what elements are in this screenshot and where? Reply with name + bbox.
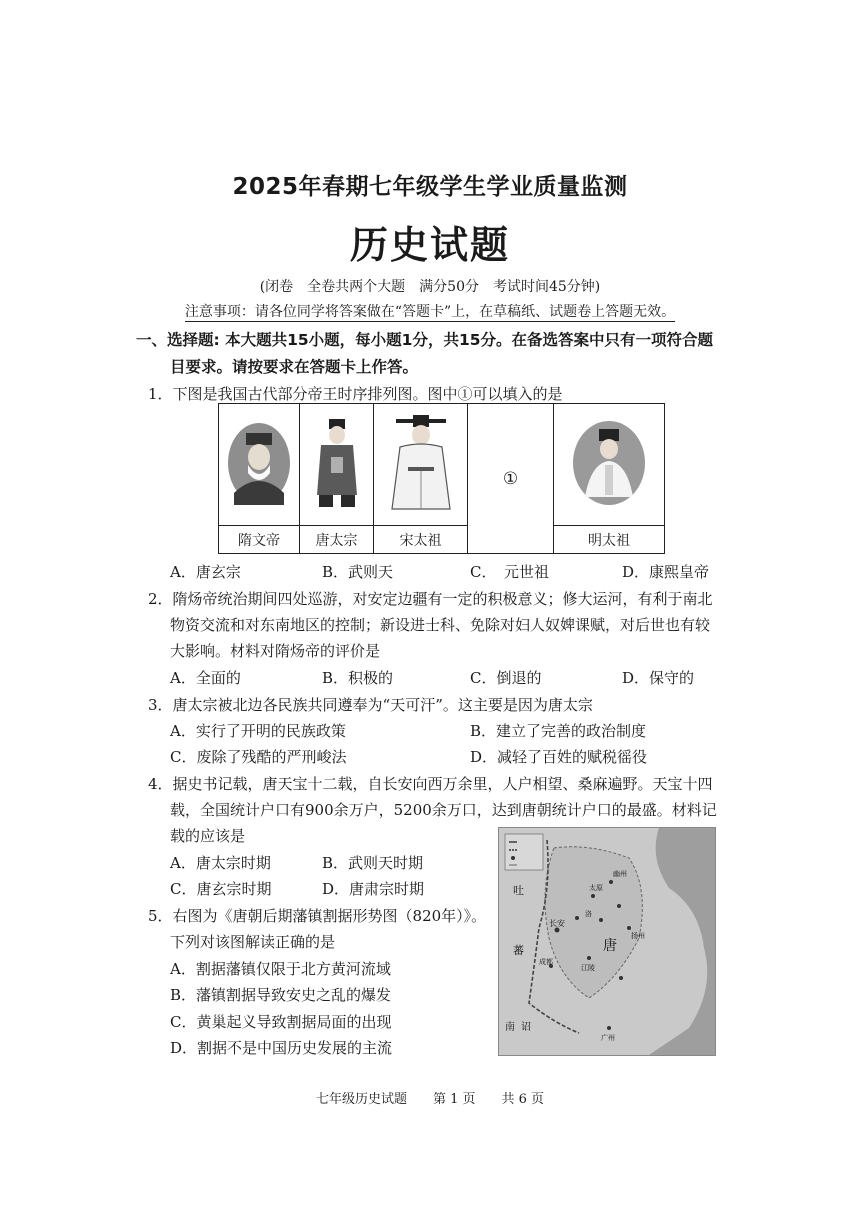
page-footer: 七年级历史试题 第 1 页 共 6 页 xyxy=(315,1092,545,1107)
q1-option-b: B．武则天 xyxy=(322,563,394,581)
emperor-timeline-table xyxy=(218,403,665,554)
q2-option-d: D．保守的 xyxy=(622,669,695,687)
map-label: 扬州 xyxy=(631,932,645,940)
q2-option-c: C．倒退的 xyxy=(470,669,542,687)
q3-stem: 3．唐太宗被北边各民族共同遵奉为“天可汗”。这主要是因为唐太宗 xyxy=(148,696,593,714)
map-label: 唐 xyxy=(603,938,617,954)
tang-fanzhen-map xyxy=(498,827,716,1056)
q2-option-a: A．全面的 xyxy=(170,669,241,687)
portrait-sui-wendi-icon xyxy=(226,421,292,505)
emperor-portrait-cell xyxy=(554,404,665,526)
q4-line3: 载的应该是 xyxy=(170,827,246,845)
portrait-ming-taizu-icon xyxy=(571,419,647,507)
map-label: 江陵 xyxy=(581,964,595,972)
q4-option-c: C．唐玄宗时期 xyxy=(170,880,272,898)
q4-line2: 载，全国统计户口有900余万户，5200余万口，达到唐朝统计户口的最盛。材料记 xyxy=(170,801,717,819)
q5-line1: 5．右图为《唐朝后期藩镇割据形势图（820年）》。 xyxy=(148,907,487,925)
exam-notice xyxy=(0,301,860,321)
emperor-name: 宋太祖 xyxy=(374,526,468,554)
map-label: 诏 xyxy=(521,1022,531,1033)
map-label: 吐 xyxy=(513,884,524,897)
q5-option-b: B．藩镇割据导致安史之乱的爆发 xyxy=(170,986,392,1004)
q3-option-d: D．减轻了百姓的赋税徭役 xyxy=(470,748,648,766)
exam-meta: (闭卷 全卷共两个大题 满分50分 考试时间45分钟) xyxy=(259,279,601,295)
map-label: 南 xyxy=(505,1022,515,1033)
emperor-portrait-cell xyxy=(300,404,374,526)
q2-line2: 物资交流和对东南地区的控制；新设进士科、免除对妇人奴婢课赋，对后世也有较 xyxy=(170,616,711,634)
emperor-name: 唐太宗 xyxy=(300,526,374,554)
q3-option-c: C．废除了残酷的严刑峻法 xyxy=(170,748,347,766)
map-label: 洛 xyxy=(585,910,592,918)
portrait-song-taizu-icon xyxy=(386,413,456,513)
map-label: 蕃 xyxy=(513,944,524,957)
q3-option-a: A．实行了开明的民族政策 xyxy=(170,722,346,740)
q1-option-c: C． 元世祖 xyxy=(470,563,549,581)
q1-option-d: D．康熙皇帝 xyxy=(622,563,710,581)
section-heading-line2: 目要求。请按要求在答题卡上作答。 xyxy=(170,358,419,376)
q2-line1: 2．隋炀帝统治期间四处巡游，对安定边疆有一定的积极意义；修大运河，有利于南北 xyxy=(148,590,713,608)
q4-option-a: A．唐太宗时期 xyxy=(170,854,271,872)
q4-line1: 4．据史书记载，唐天宝十二载，自长安向西万余里，人户相望、桑麻遍野。天宝十四 xyxy=(148,775,713,793)
section-heading-line1: 一、选择题: 本大题共15小题，每小题1分，共15分。在备选答案中只有一项符合题 xyxy=(136,331,714,349)
blank-marker: ① xyxy=(502,468,519,489)
q3-option-b: B．建立了完善的政治制度 xyxy=(470,722,647,740)
q1-option-a: A．唐玄宗 xyxy=(170,563,241,581)
map-label: 幽州 xyxy=(613,870,627,878)
portrait-tang-taizong-icon xyxy=(311,415,363,511)
exam-title: 2025年春期七年级学生学业质量监测 xyxy=(232,174,628,200)
q2-line3: 大影响。材料对隋炀帝的评价是 xyxy=(170,642,381,660)
q2-option-b: B．积极的 xyxy=(322,669,394,687)
q5-option-a: A．割据藩镇仅限于北方黄河流域 xyxy=(170,960,391,978)
q5-option-c: C．黄巢起义导致割据局面的出现 xyxy=(170,1013,392,1031)
emperor-portrait-cell xyxy=(374,404,468,526)
map-label: 成都 xyxy=(539,958,553,966)
subject-title: 历史试题 xyxy=(349,222,510,267)
q4-option-d: D．唐肃宗时期 xyxy=(322,880,425,898)
emperor-portrait-cell xyxy=(219,404,300,526)
emperor-name: 明太祖 xyxy=(554,526,665,554)
map-label: 广州 xyxy=(601,1034,615,1042)
map-label: 长安 xyxy=(549,919,565,928)
blank-emperor-cell xyxy=(468,404,554,554)
notice-text: 注意事项：请各位同学将答案做在“答题卡”上，在草稿纸、试题卷上答题无效。 xyxy=(184,304,676,320)
q5-option-d: D．割据不是中国历史发展的主流 xyxy=(170,1039,393,1057)
emperor-name: 隋文帝 xyxy=(219,526,300,554)
q5-line2: 下列对该图解读正确的是 xyxy=(170,933,336,951)
q4-option-b: B．武则天时期 xyxy=(322,854,424,872)
q1-stem: 1．下图是我国古代部分帝王时序排列图。图中①可以填入的是 xyxy=(148,385,563,403)
map-label: 太原 xyxy=(589,884,603,892)
